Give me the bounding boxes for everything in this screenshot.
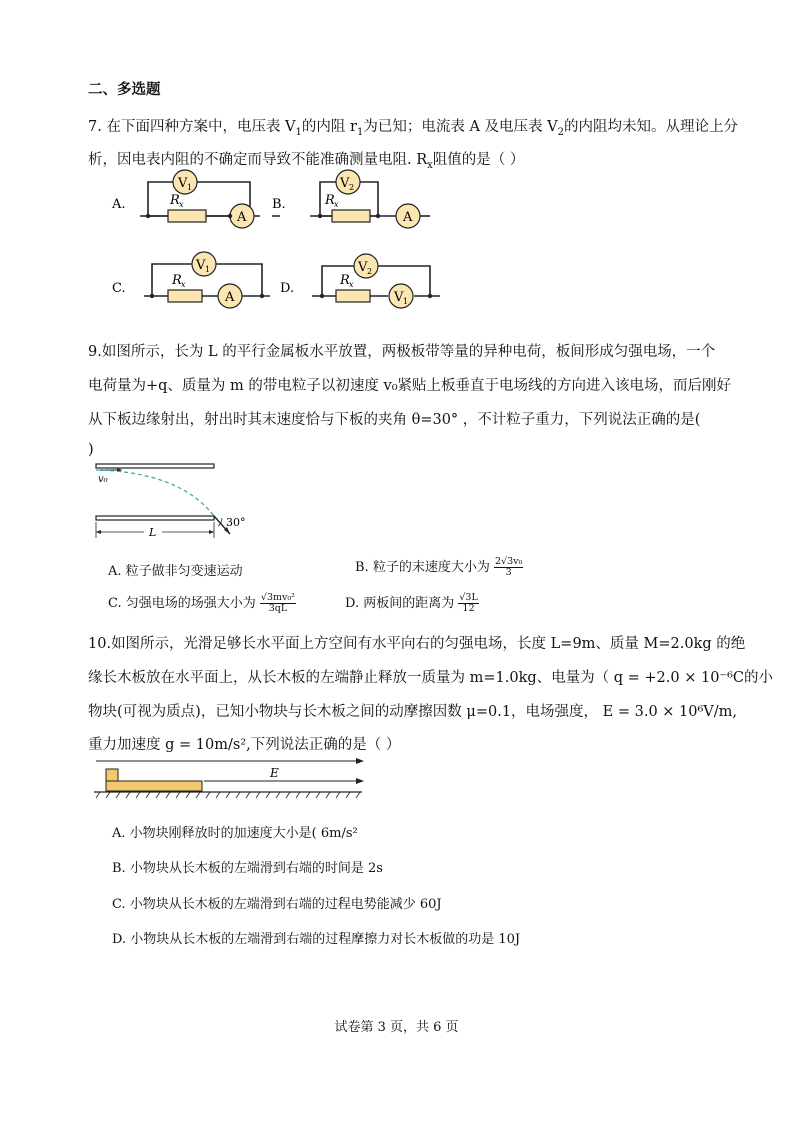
svg-text:1: 1 (205, 265, 211, 274)
q7-circuits-figure (100, 168, 460, 318)
section-title: 二、多选题 (88, 81, 161, 98)
E-label: E (270, 766, 279, 780)
svg-text:C.: C. (112, 281, 126, 296)
q7-number: 7. (88, 119, 102, 135)
svg-text:V: V (178, 176, 188, 191)
q10-line2: 缘长木板放在水平面上，从长木板的左端静止释放一质量为 m=1.0kg、电量为（ q = +2.0 × 10⁻⁶C的小 (88, 670, 773, 686)
svg-text:R: R (325, 193, 335, 208)
svg-text:R: R (340, 273, 350, 288)
q9-line3: 从下板边缘射出，射出时其末速度恰与下板的夹角 θ=30° ，不计粒子重力，下列说法正确的是( (88, 412, 701, 428)
q7-line2: 析，因电表内阻的不确定而导致不能准确测量电阻. $R_x$阻值的是（ ） (88, 152, 525, 171)
svg-text:x: x (349, 280, 354, 289)
svg-text:x: x (334, 200, 339, 209)
q10-option-c: C. 小物块从长木板的左端滑到右端的过程电势能减少 60J (112, 897, 442, 912)
svg-text:x: x (179, 200, 184, 209)
svg-text:2: 2 (349, 183, 355, 192)
svg-text:x: x (181, 280, 186, 289)
svg-text:2: 2 (367, 267, 373, 276)
page-footer: 试卷第 3 页，共 6 页 (334, 1020, 459, 1035)
svg-text:R: R (170, 193, 180, 208)
q10-option-d: D. 小物块从长木板的左端滑到右端的过程摩擦力对长木板做的功是 10J (112, 932, 521, 947)
svg-text:A: A (403, 210, 413, 225)
svg-text:V: V (358, 260, 368, 275)
svg-text:D.: D. (280, 281, 295, 296)
q10-line1: 10.如图所示，光滑足够长水平面上方空间有水平向右的匀强电场，长度 L=9m、质量 M=2.0kg 的绝 (88, 636, 746, 652)
q9-number: 9. (88, 344, 102, 360)
q10-number: 10. (88, 636, 112, 652)
q7-line1: 7. 在下面四种方案中，电压表 $V_1$的内阻 $r_1$为已知；电流表 A 及电压表 $V_2$的内阻均未知。从理论上分 (88, 119, 738, 138)
q9-option-c: C. 匀强电场的场强大小为 $\frac{\text{√3mv₀²}}{3qL}$ (108, 592, 295, 614)
q10-line3: 物块(可视为质点)，已知小物块与长木板之间的动摩擦因数 μ=0.1，电场强度， E = 3.0 × 10⁶V/m, (88, 704, 738, 720)
q9-line4: ) (88, 442, 94, 458)
q9-figure (90, 460, 260, 540)
svg-text:1: 1 (403, 297, 409, 306)
svg-text:V: V (340, 176, 350, 191)
svg-text:A: A (237, 210, 247, 225)
q10-option-b: B. 小物块从长木板的左端滑到右端的时间是 2s (112, 861, 383, 876)
q10-figure (94, 755, 369, 800)
q9-option-d: D. 两板间的距离为 $\frac{√3L}{12}$ (345, 592, 478, 614)
svg-text:A: A (225, 290, 235, 305)
q10-option-a: A. 小物块刚释放时的加速度大小是( 6m/s² (112, 826, 358, 841)
svg-text:V: V (394, 290, 404, 305)
q9-line1: 9.如图所示，长为 L 的平行金属板水平放置，两极板带等量的异种电荷，板间形成匀强电场，一个 (88, 344, 716, 360)
svg-text:1: 1 (187, 183, 193, 192)
L-label: L (149, 526, 157, 539)
q9-option-b: B. 粒子的末速度大小为 $\frac{\text{2√3v₀}}{3}$ (355, 556, 523, 578)
svg-text:B.: B. (272, 197, 286, 212)
svg-text:R: R (172, 273, 182, 288)
angle-label: 30° (226, 516, 246, 529)
v0-label: v₀ (98, 474, 108, 485)
svg-text:A.: A. (112, 197, 126, 212)
q9-line2: 电荷量为+q、质量为 m 的带电粒子以初速度 v₀紧贴上板垂直于电场线的方向进入该电场，而后刚好 (88, 378, 732, 394)
q10-line4: 重力加速度 g = 10m/s²,下列说法正确的是（ ） (88, 737, 401, 753)
svg-text:V: V (196, 258, 206, 273)
q9-option-a: A. 粒子做非匀变速运动 (108, 564, 243, 579)
